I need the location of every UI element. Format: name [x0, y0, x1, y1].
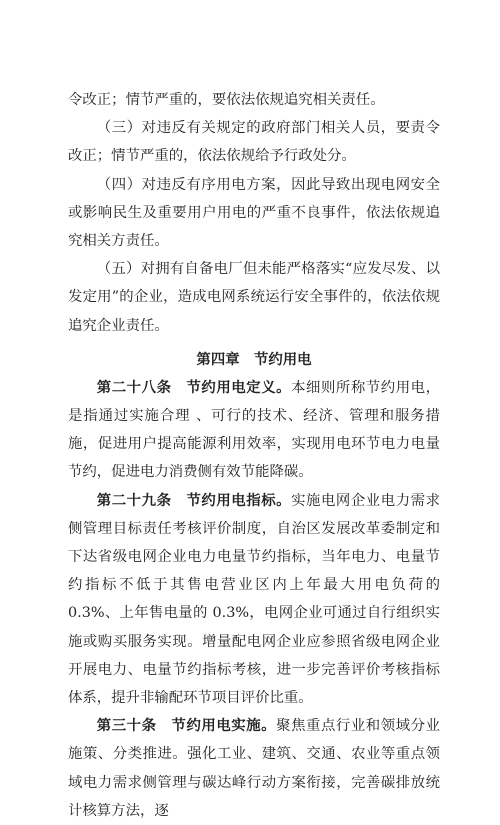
article-28-body: 本细则所称节约用电，是指通过实施合理 、可行的技术、经济、管理和服务措施，促进用户提高能源利用效率，实现用电环节电力电量节约，促进电力消费侧有效节能降碳。 — [68, 379, 440, 481]
article-30-body: 聚焦重点行业和领域分业施策、分类推进。强化工业、建筑、交通、农业等重点领域电力需求侧管理与碳达峰行动方案衔接，完善碳排放统计核算方法，逐 — [68, 718, 440, 819]
article-29 — [68, 487, 440, 713]
document-page — [68, 86, 440, 825]
article-29-body: 实施电网企业电力需求侧管理目标责任考核评价制度，自治区发展改革委制定和下达省级电网企业电力电量节约指标，当年电力、电量节约指标不低于其售电营业区内上年最大用电负荷的 0.3%、上年售电量的 0.3%，电网企业可通过自行组织实施或购买服务实现。增量配电网企业应参照省级电网企业开展电力、电量节约指标考核，进一步完善评价考核指标体系，提升非输配环节项目评价比重。 — [68, 492, 440, 707]
article-28 — [68, 374, 440, 487]
paragraph-item-5: （五）对拥有自备电厂但未能严格落实“应发尽发、以发定用”的企业，造成电网系统运行安全事件的，依法依规追究企业责任。 — [68, 261, 440, 334]
article-30-heading: 第三十条 节约用电实施。 — [96, 718, 277, 735]
paragraph-item-4: （四）对违反有序用电方案，因此导致出现电网安全或影响民生及重要用户用电的严重不良事件，依法依规追究相关方责任。 — [68, 176, 440, 250]
paragraph-item-3: （三）对违反有关规定的政府部门相关人员，要责令改正；情节严重的，依法依规给予行政处分。 — [68, 120, 440, 165]
article-28-heading: 第二十八条 节约用电定义。 — [96, 379, 292, 396]
article-29-heading: 第二十九条 节约用电指标。 — [96, 492, 292, 509]
paragraph-continuation: 令改正；情节严重的，要依法依规追究相关责任。 — [68, 92, 385, 108]
chapter-title: 第四章 节约用电 — [196, 351, 312, 368]
article-30 — [68, 712, 440, 825]
